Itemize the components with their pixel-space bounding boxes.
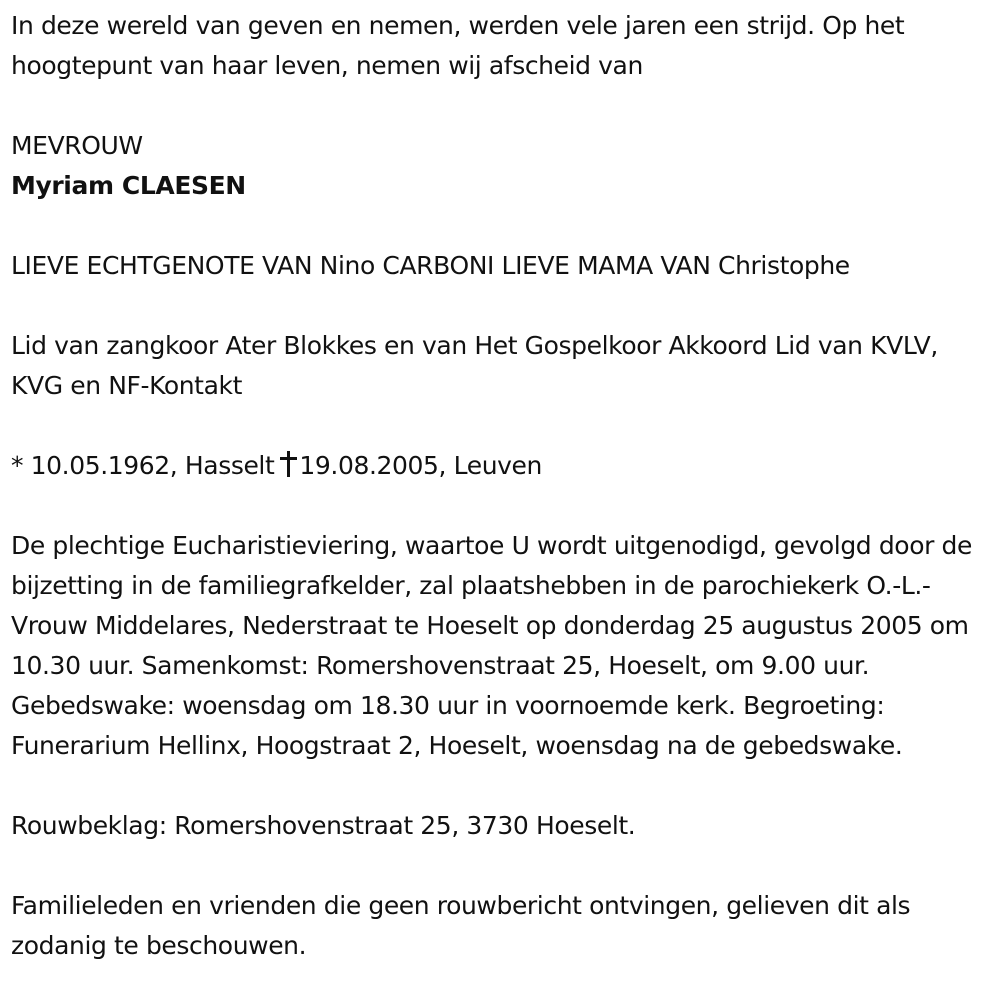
memberships-text: Lid van zangkoor Ater Blokkes en van Het Gospelkoor Akkoord Lid van KVLV, KVG en NF-Kontakt (11, 331, 938, 400)
obituary-notice (11, 6, 996, 966)
relations-text: LIEVE ECHTGENOTE VAN Nino CARBONI LIEVE MAMA VAN Christophe (11, 251, 850, 280)
ceremony-text: De plechtige Eucharistieviering, waartoe U wordt uitgenodigd, gevolgd door de bijzetting in de familiegrafkelder, zal plaatshebben in de parochiekerk O.-L.-Vrouw Middelares, Nederstraat te Hoeselt op donderdag 25 augustus 2005 om 10.30 uur. Samenkomst: Romershovenstraat 25, Hoeselt, om 9.00 uur. Gebedswake: woensdag om 18.30 uur in voornoemde kerk. Begroeting: Funerarium Hellinx, Hoogstraat 2, Hoeselt, woensdag na de gebedswake. (11, 531, 972, 760)
closing-text: Familieleden en vrienden die geen rouwbericht ontvingen, gelieven dit als zodanig te beschouwen. (11, 891, 911, 960)
death-info: 19.08.2005, Leuven (299, 451, 542, 480)
birth-info: * 10.05.1962, Hasselt (11, 451, 275, 480)
dates-line (11, 446, 996, 486)
condolences-text: Rouwbeklag: Romershovenstraat 25, 3730 Hoeselt. (11, 811, 636, 840)
deceased-name: Myriam CLAESEN (11, 171, 246, 200)
intro-text: In deze wereld van geven en nemen, werden vele jaren een strijd. Op het hoogtepunt van haar leven, nemen wij afscheid van (11, 11, 905, 80)
title-prefix: MEVROUW (11, 131, 143, 160)
cross-icon (280, 451, 296, 477)
